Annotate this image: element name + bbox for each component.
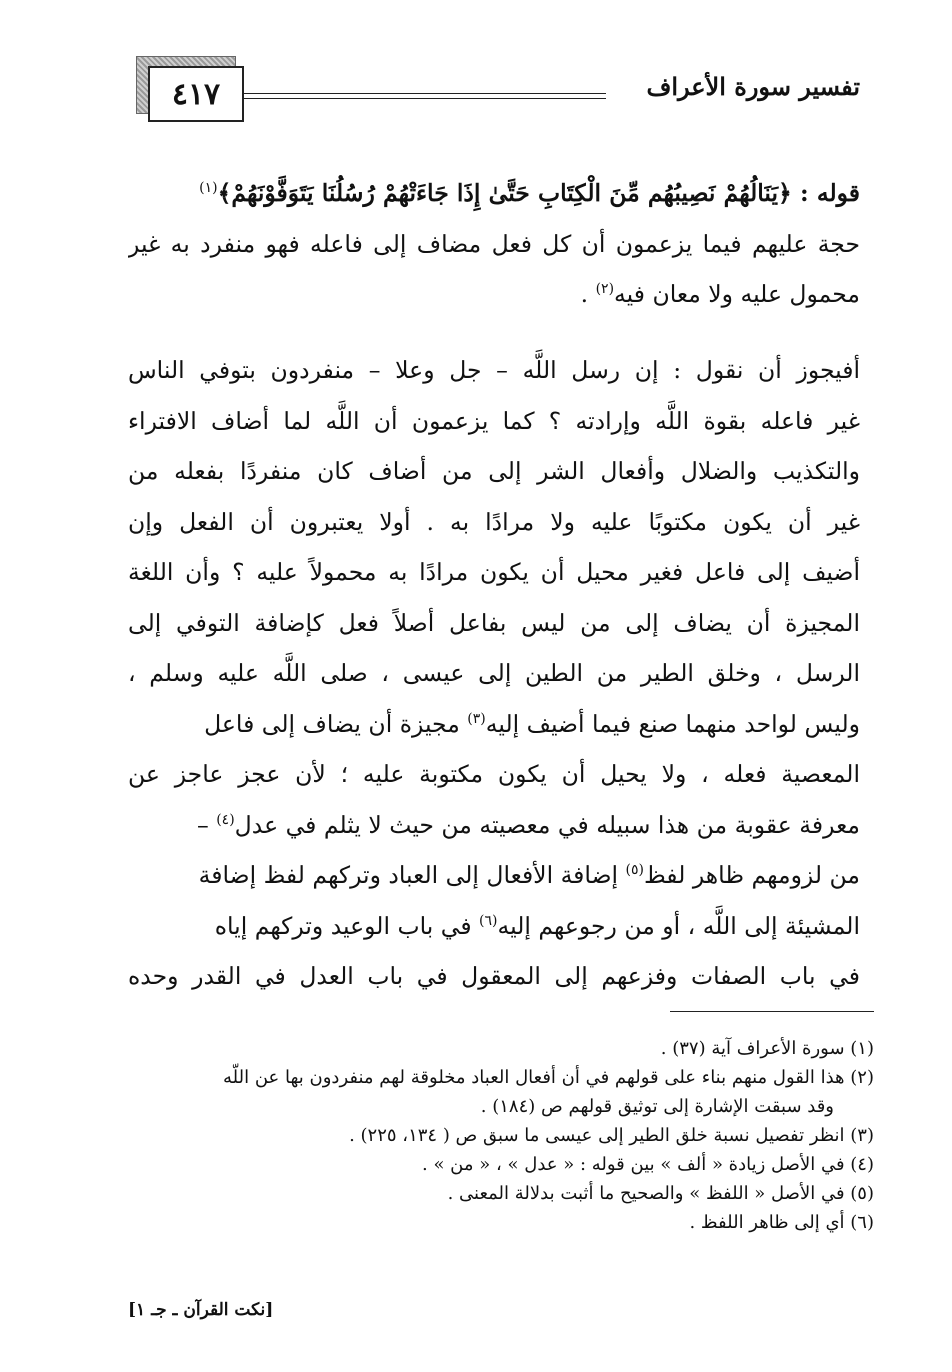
text-line: حجة عليهم فيما يزعمون أن كل فعل مضاف إلى فاعله فهو منفرد به غير xyxy=(128,229,860,258)
text-line: أفيجوز أن نقول : إن رسل اللَّه – جل وعلا – منفردون بتوفي الناس xyxy=(128,356,860,384)
text-line xyxy=(128,269,860,320)
footnote-1: (١) سورة الأعراف آية (٣٧) . xyxy=(660,1038,874,1059)
text-line xyxy=(128,901,860,952)
text-line xyxy=(128,168,860,219)
text-line xyxy=(128,850,860,901)
text-line xyxy=(128,800,860,851)
text-line: غير أن يكون مكتوبًا عليه ولا مرادًا به . أولا يعتبرون أن الفعل وإن xyxy=(128,507,860,536)
text-segment: إضافة الأفعال إلى العباد وتركهم لفظ إضافة xyxy=(198,861,626,889)
footnotes xyxy=(128,1034,874,1237)
running-header-title: تفسير سورة الأعراف xyxy=(646,72,860,101)
footnote-marker: (١) xyxy=(199,180,218,197)
footnote-marker: (٣) xyxy=(467,710,486,727)
text-segment: مجيزة أن يضاف إلى فاعل xyxy=(204,709,468,738)
footnote-2-continuation: وقد سبقت الإشارة إلى توثيق قولهم ص (١٨٤) . xyxy=(480,1096,834,1117)
page-number-frame xyxy=(136,56,246,124)
footnote-marker: (٥) xyxy=(625,862,644,879)
footnote-marker: (٦) xyxy=(479,912,498,929)
volume-reference: [نكت القرآن ـ جـ ١] xyxy=(128,1300,274,1320)
paragraph-2 xyxy=(128,345,860,1002)
text-segment: . xyxy=(580,280,596,308)
footnote-2: (٢) هذا القول منهم بناء على قولهم في أن أفعال العباد مخلوقة لهم منفردون بها عن اللَّه xyxy=(223,1067,874,1088)
text-line: أضيف إلى فاعل فغير محيل أن يكون مرادًا به محمولاً عليه ؟ وأن اللغة xyxy=(128,558,860,586)
text-line xyxy=(128,699,860,750)
footnote-5: (٥) في الأصل « اللفظ » والصحيح ما أثبت بدلالة المعنى . xyxy=(447,1183,874,1204)
text-line: غير فاعله بقوة اللَّه وإرادته ؟ كما يزعمون أن اللَّه لما أضاف الافتراء xyxy=(128,406,860,435)
text-line: المعصية فعله ، ولا يحيل أن يكون مكتوبة عليه ؛ لأن عجز عاجز عن xyxy=(128,760,860,788)
text-segment: – xyxy=(196,810,217,839)
text-line: والتكذيب والضلال وأفعال الشر إلى من أضاف كان منفردًا بفعله من xyxy=(128,457,860,485)
footnote-6: (٦) أي إلى ظاهر اللفظ . xyxy=(689,1212,874,1233)
quran-verse: قوله : ﴿يَنَالُهُمْ نَصِيبُهُم مِّنَ الْكِتَابِ حَتَّىٰ إِذَا جَاءَتْهُمْ رُسُلُنَا يَتَوَفَّوْنَهُمْ﴾ xyxy=(217,179,860,207)
header-rule xyxy=(244,98,606,99)
footnote-separator xyxy=(670,1011,874,1012)
text-segment: المشيئة إلى اللَّه ، أو من رجوعهم إليه xyxy=(497,911,860,940)
text-segment: وليس لواحد منهما صنع فيما أضيف إليه xyxy=(485,709,860,738)
text-segment: في باب الوعيد وتركهم إياه xyxy=(214,911,480,940)
text-line: في باب الصفات وفزعهم إلى المعقول في باب العدل في القدر وحده xyxy=(128,962,860,990)
text-line: الرسل ، وخلق الطير من الطين إلى عيسى ، صلى اللَّه عليه وسلم ، xyxy=(128,659,860,687)
text-line: المجيزة أن يضاف إلى من ليس بفاعل أصلاً فعل كإضافة التوفي إلى xyxy=(128,608,860,637)
footnote-4: (٤) في الأصل زيادة « ألف » بين قوله : « عدل » ، « من » . xyxy=(422,1154,874,1175)
paragraph-1 xyxy=(128,168,860,320)
text-segment: محمول عليه ولا معان فيه xyxy=(614,280,860,308)
footnote-marker: (٢) xyxy=(595,281,615,298)
footnote-marker: (٤) xyxy=(216,811,235,828)
footnote-3: (٣) انظر تفصيل نسبة خلق الطير إلى عيسى ما سبق ص ( ١٣٤، ٢٢٥) . xyxy=(349,1125,874,1146)
text-segment: معرفة عقوبة من هذا سبيله في معصيته من حيث لا يثلم في عدل xyxy=(234,810,860,839)
text-segment: من لزومهم ظاهر لفظ xyxy=(644,861,860,889)
page-number: ٤١٧ xyxy=(148,66,244,122)
header-rule xyxy=(244,93,606,94)
